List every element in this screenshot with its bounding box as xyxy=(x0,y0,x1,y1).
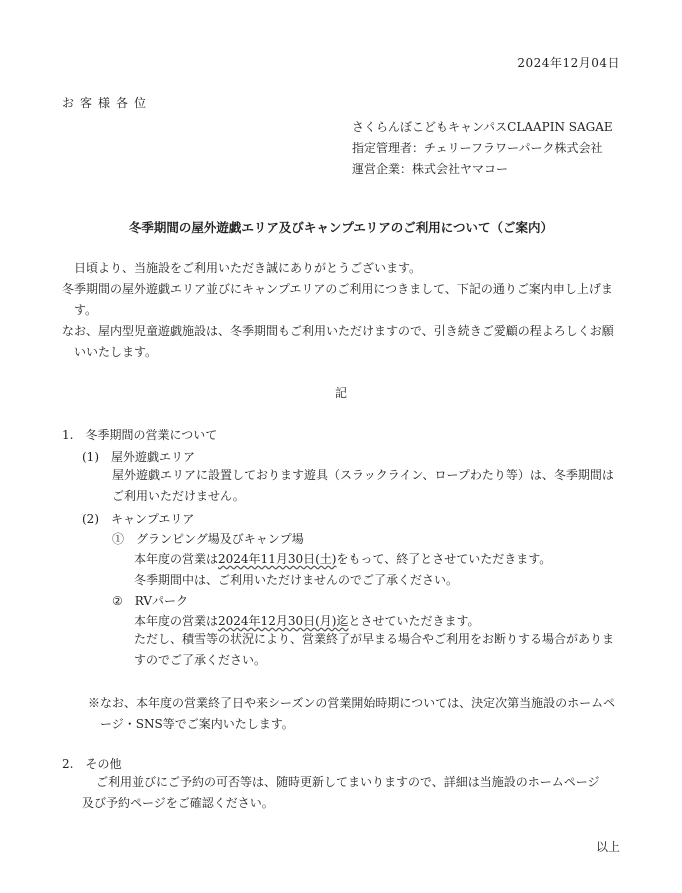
item-2-line-1 xyxy=(134,614,480,628)
sender-manager: 指定管理者：チェリーフラワーパーク株式会社 xyxy=(352,141,603,155)
item-2-end-date: 2024年12月30日(月)迄 xyxy=(218,614,349,628)
item-2-line-1-post: とさせていただきます。 xyxy=(348,614,480,628)
subsection-1-heading: (1) 屋外遊戯エリア xyxy=(82,450,195,464)
closing-ijou: 以上 xyxy=(595,840,620,854)
item-2-heading: ② RVパーク xyxy=(112,594,189,608)
addressee: お客様各位 xyxy=(62,96,153,110)
subsection-2-heading: (2) キャンプエリア xyxy=(82,512,195,526)
item-1-line-1-post: をもって、終了とさせていただきます。 xyxy=(336,552,552,566)
section-2-heading: 2. その他 xyxy=(62,757,122,771)
item-2-line-2: ただし、積雪等の状況により、営業終了が早まる場合やご利用をお断りする場合がありますのでご了承ください。 xyxy=(134,632,615,667)
document-title: 冬季期間の屋外遊戯エリア及びキャンプエリアのご利用について（ご案内） xyxy=(128,220,554,235)
section-1-note: ※なお、本年度の営業終了日や来シーズンの営業開始時期については、決定次第当施設のホームページ・SNS等でご案内いたします。 xyxy=(88,696,616,731)
item-1-line-2: 冬季期間中は、ご利用いただけませんのでご了承ください。 xyxy=(134,573,459,587)
item-1-end-date: 2024年11月30日(土) xyxy=(218,552,337,566)
item-1-line-1-pre: 本年度の営業は xyxy=(134,552,219,566)
sender-operator: 運営企業：株式会社ヤマコー xyxy=(352,162,509,176)
section-1-heading: 1. 冬季期間の営業について xyxy=(62,428,218,442)
item-2-line-1-pre: 本年度の営業は xyxy=(134,614,219,628)
item-1-heading: ① グランピング場及びキャンプ場 xyxy=(112,532,304,546)
intro-line-1: 日頃より、当施設をご利用いただき誠にありがとうございます。 xyxy=(74,261,422,275)
sender-facility: さくらんぼこどもキャンパスCLAAPIN SAGAE xyxy=(352,120,613,134)
section-2-body: ご利用並びにご予約の可否等は、随時更新してまいりますので、詳細は当施設のホームページ及び予約ページをご確認ください。 xyxy=(82,775,600,810)
document-date: 2024年12月04日 xyxy=(517,56,620,70)
item-1-line-1 xyxy=(134,552,551,566)
intro-line-3: なお、屋内型児童遊戯施設は、冬季期間もご利用いただけますので、引き続きご愛顧の程よろしくお願いいたします。 xyxy=(62,324,614,359)
ki-marker: 記 xyxy=(334,386,347,400)
subsection-1-body: 屋外遊戯エリアに設置しております遊具（スラックライン、ロープわたり等）は、冬季期間はご利用いただけません。 xyxy=(112,468,614,503)
intro-line-2: 冬季期間の屋外遊戯エリア並びにキャンプエリアのご利用につきまして、下記の通りご案内申し上げます。 xyxy=(62,282,613,317)
